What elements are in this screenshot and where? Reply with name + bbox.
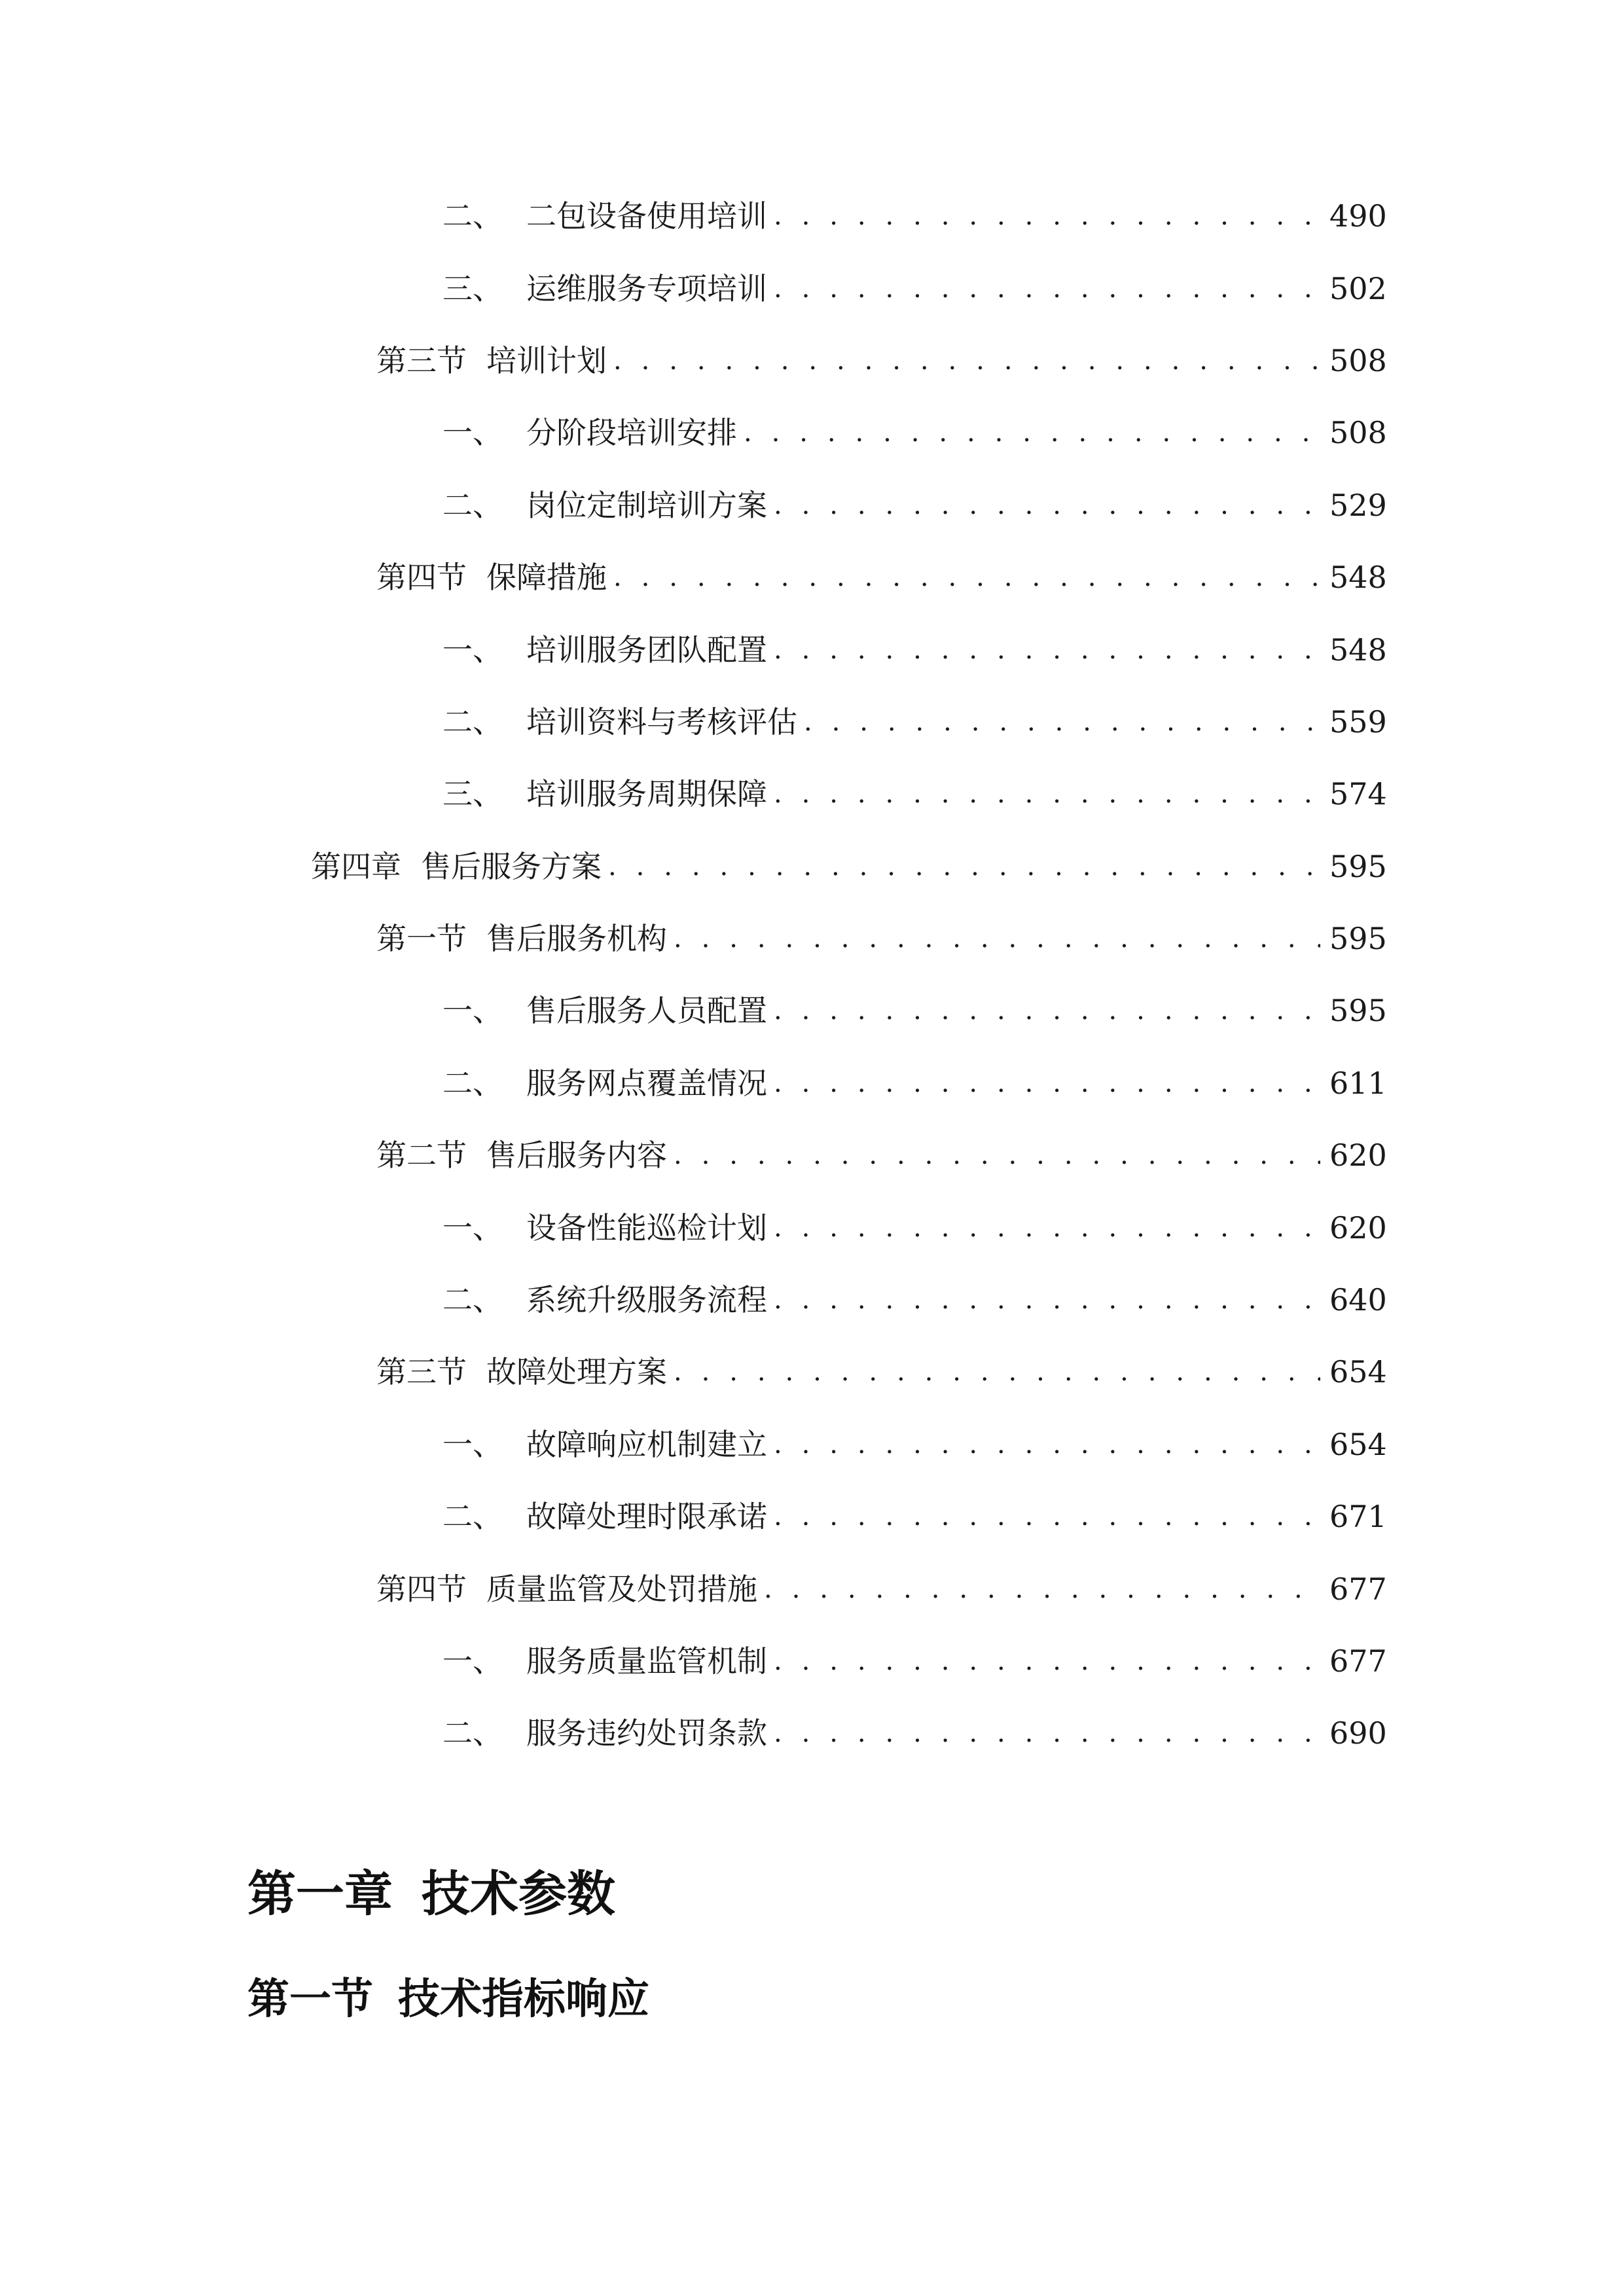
toc-entry-number: 第四节 [376, 1571, 467, 1607]
toc-entry-number: 第三节 [376, 1354, 467, 1390]
toc-entry-page-number: 502 [1329, 270, 1387, 306]
toc-entry-title: 故障响应机制建立 [526, 1426, 767, 1462]
chapter-number: 第一章 [247, 1866, 393, 1922]
toc-entry[interactable] [0, 1480, 1624, 1552]
toc-entry[interactable] [0, 686, 1624, 758]
toc-entry-number: 一、 [442, 632, 503, 668]
toc-entry[interactable] [0, 397, 1624, 469]
toc-entry-title: 售后服务方案 [421, 848, 602, 884]
toc-dot-leader [774, 1720, 1320, 1746]
toc-entry-number: 二、 [442, 1715, 503, 1751]
section-title: 技术指标响应 [398, 1975, 649, 2024]
toc-entry-page-number: 559 [1329, 704, 1387, 740]
table-of-contents [0, 180, 1624, 1770]
toc-dot-leader [804, 709, 1320, 735]
toc-entry[interactable] [0, 1264, 1624, 1336]
toc-dot-leader [774, 637, 1320, 663]
toc-entry-title: 培训计划 [486, 342, 607, 378]
toc-entry-title: 故障处理时限承诺 [526, 1499, 767, 1535]
toc-entry-title: 质量监管及处罚措施 [486, 1571, 757, 1607]
toc-entry-number: 第三节 [376, 342, 467, 378]
toc-entry[interactable] [0, 903, 1624, 975]
toc-entry-number: 二、 [442, 198, 503, 234]
toc-entry-page-number: 490 [1329, 198, 1387, 234]
toc-entry-number: 一、 [442, 993, 503, 1029]
toc-dot-leader [608, 853, 1320, 880]
toc-entry-number: 二、 [442, 1282, 503, 1318]
toc-entry-title: 系统升级服务流程 [526, 1282, 767, 1318]
toc-entry-title: 二包设备使用培训 [526, 198, 767, 234]
toc-entry-number: 二、 [442, 487, 503, 523]
toc-dot-leader [774, 1431, 1320, 1458]
toc-entry[interactable] [0, 613, 1624, 685]
toc-entry-title: 设备性能巡检计划 [526, 1210, 767, 1246]
toc-entry-page-number: 508 [1329, 415, 1387, 451]
toc-entry[interactable] [0, 325, 1624, 397]
toc-dot-leader [674, 925, 1320, 952]
toc-entry-page-number: 508 [1329, 342, 1387, 378]
toc-entry-title: 售后服务内容 [486, 1138, 667, 1174]
toc-entry-number: 第四节 [376, 560, 467, 596]
toc-dot-leader [774, 1287, 1320, 1313]
toc-entry-page-number: 677 [1329, 1643, 1387, 1679]
toc-dot-leader [774, 276, 1320, 302]
toc-dot-leader [774, 997, 1320, 1024]
toc-dot-leader [774, 1070, 1320, 1096]
toc-entry-page-number: 595 [1329, 993, 1387, 1029]
toc-entry-page-number: 548 [1329, 632, 1387, 668]
toc-entry[interactable] [0, 1408, 1624, 1480]
toc-entry-page-number: 574 [1329, 776, 1387, 812]
toc-entry-number: 二、 [442, 1499, 503, 1535]
toc-entry[interactable] [0, 541, 1624, 613]
toc-entry-title: 服务质量监管机制 [526, 1643, 767, 1679]
toc-entry-page-number: 595 [1329, 848, 1387, 884]
section-number: 第一节 [247, 1975, 373, 2024]
toc-dot-leader [674, 1359, 1320, 1385]
toc-entry[interactable] [0, 1552, 1624, 1624]
toc-entry-title: 运维服务专项培训 [526, 270, 767, 306]
toc-entry-page-number: 654 [1329, 1354, 1387, 1390]
toc-entry-page-number: 671 [1329, 1499, 1387, 1535]
toc-entry-title: 岗位定制培训方案 [526, 487, 767, 523]
toc-entry-page-number: 654 [1329, 1426, 1387, 1462]
toc-entry[interactable] [0, 1047, 1624, 1119]
toc-entry-number: 三、 [442, 776, 503, 812]
toc-dot-leader [774, 203, 1320, 229]
toc-dot-leader [744, 420, 1320, 446]
toc-entry[interactable] [0, 1119, 1624, 1191]
toc-entry-number: 第二节 [376, 1138, 467, 1174]
toc-entry-page-number: 595 [1329, 921, 1387, 957]
toc-entry-number: 一、 [442, 1210, 503, 1246]
toc-dot-leader [774, 1503, 1320, 1530]
toc-entry-number: 第一节 [376, 921, 467, 957]
toc-entry[interactable] [0, 180, 1624, 252]
toc-entry-title: 培训服务团队配置 [526, 632, 767, 668]
toc-entry[interactable] [0, 831, 1624, 903]
toc-entry[interactable] [0, 1697, 1624, 1769]
toc-dot-leader [774, 1648, 1320, 1674]
toc-entry-number: 第四章 [311, 848, 401, 884]
toc-entry[interactable] [0, 1191, 1624, 1263]
toc-dot-leader [774, 1215, 1320, 1241]
toc-entry[interactable] [0, 1625, 1624, 1697]
toc-entry-page-number: 690 [1329, 1715, 1387, 1751]
toc-entry-page-number: 620 [1329, 1138, 1387, 1174]
toc-entry[interactable] [0, 252, 1624, 324]
toc-entry-page-number: 677 [1329, 1571, 1387, 1607]
toc-entry-title: 故障处理方案 [486, 1354, 667, 1390]
toc-dot-leader [774, 781, 1320, 807]
toc-entry[interactable] [0, 1336, 1624, 1408]
toc-entry-number: 二、 [442, 704, 503, 740]
section-heading [247, 1965, 649, 2026]
toc-entry-title: 分阶段培训安排 [526, 415, 737, 451]
toc-entry-page-number: 548 [1329, 560, 1387, 596]
toc-entry[interactable] [0, 469, 1624, 541]
toc-entry-page-number: 529 [1329, 487, 1387, 523]
toc-dot-leader [774, 492, 1320, 518]
toc-entry-number: 一、 [442, 1426, 503, 1462]
toc-dot-leader [674, 1142, 1320, 1168]
toc-entry[interactable] [0, 758, 1624, 830]
toc-dot-leader [613, 348, 1320, 374]
toc-entry-title: 培训服务周期保障 [526, 776, 767, 812]
toc-entry-title: 保障措施 [486, 560, 607, 596]
toc-dot-leader [764, 1576, 1320, 1602]
toc-entry-title: 服务违约处罚条款 [526, 1715, 767, 1751]
toc-entry-number: 一、 [442, 1643, 503, 1679]
toc-entry-number: 一、 [442, 415, 503, 451]
toc-entry-number: 二、 [442, 1065, 503, 1101]
toc-entry-title: 售后服务人员配置 [526, 993, 767, 1029]
toc-entry-page-number: 611 [1329, 1065, 1387, 1101]
toc-entry-title: 售后服务机构 [486, 921, 667, 957]
toc-entry-page-number: 640 [1329, 1282, 1387, 1318]
toc-entry-number: 三、 [442, 270, 503, 306]
toc-entry-title: 培训资料与考核评估 [526, 704, 797, 740]
toc-entry[interactable] [0, 975, 1624, 1047]
toc-entry-title: 服务网点覆盖情况 [526, 1065, 767, 1101]
toc-entry-page-number: 620 [1329, 1210, 1387, 1246]
chapter-heading [247, 1856, 615, 1925]
chapter-title: 技术参数 [422, 1866, 615, 1922]
toc-dot-leader [613, 564, 1320, 590]
